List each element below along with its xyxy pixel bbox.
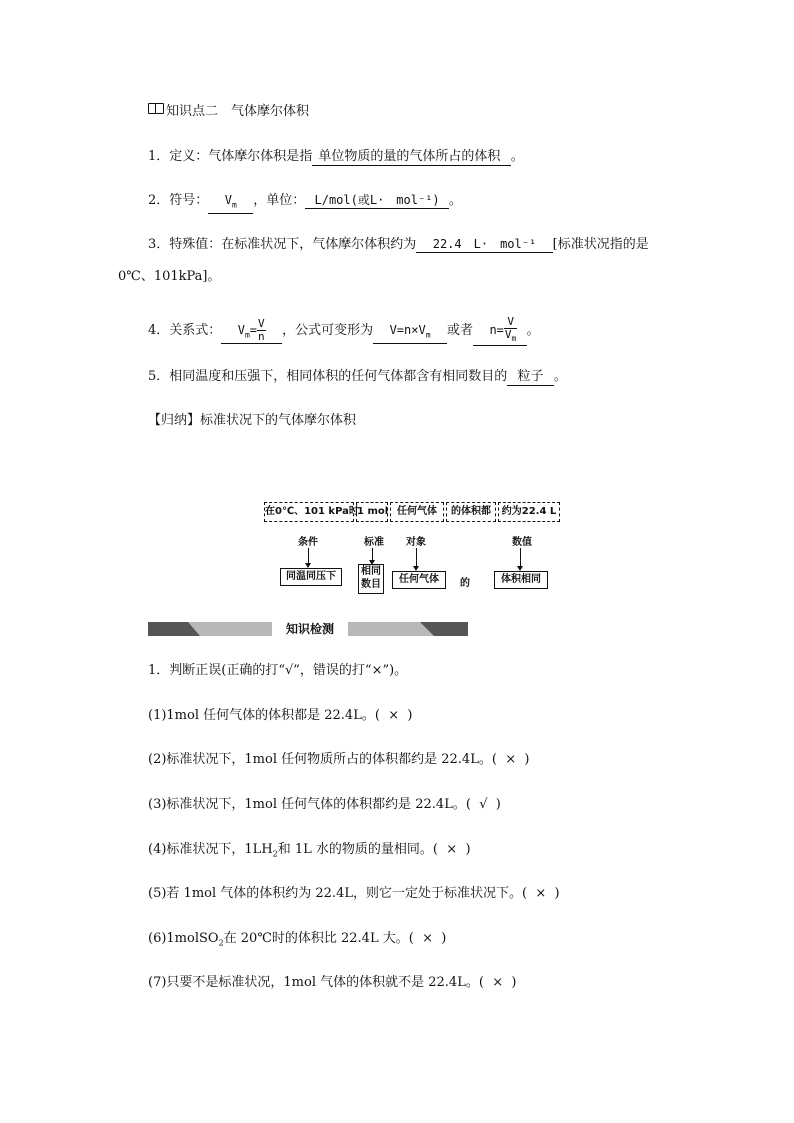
item-text: 或者 bbox=[446, 323, 473, 339]
answer-mark: × bbox=[422, 931, 433, 946]
item-text: 2．符号： bbox=[148, 193, 209, 208]
question-item: (2)标准状况下，1mol 任何物质所占的体积都约是 22.4L。( × ) bbox=[148, 752, 530, 767]
concept-diagram bbox=[264, 502, 560, 594]
diagram-box-volume: 的体积都 bbox=[446, 502, 496, 522]
answer-mark: × bbox=[388, 708, 400, 723]
answer-mark: × bbox=[446, 842, 458, 857]
diagram-label-object: 对象 bbox=[406, 537, 426, 548]
item-avogadro bbox=[148, 367, 567, 387]
item-special-value-cont: 0℃、101kPa]。 bbox=[118, 269, 221, 284]
diagram-label-value: 数值 bbox=[512, 537, 532, 548]
fraction: $\frac{V}{V_m}$ bbox=[504, 315, 517, 344]
arrow-down-icon bbox=[308, 548, 309, 564]
answer-blank: 粒子 bbox=[507, 369, 554, 386]
arrow-down-icon bbox=[416, 548, 417, 567]
arrow-down-icon bbox=[520, 548, 521, 567]
diagram-result-same-tp: 同温同压下 bbox=[280, 568, 342, 586]
item-definition bbox=[148, 147, 524, 167]
diagram-result-same-volume: 体积相同 bbox=[494, 571, 548, 589]
section-heading bbox=[148, 102, 309, 122]
question-item: (7)只要不是标准状况，1mol 气体的体积就不是 22.4L。( × ) bbox=[148, 975, 517, 990]
item-suffix: 。 bbox=[526, 323, 540, 339]
banner-decoration bbox=[178, 622, 272, 636]
banner-decoration bbox=[348, 622, 438, 636]
fraction: $\frac{V}{n}$ bbox=[258, 317, 265, 344]
diagram-box-condition: 在0℃、101 kPa时 bbox=[264, 502, 354, 522]
question-item: (6)1molSO$_2$在 20℃时的体积比 22.4L 大。( × ) bbox=[148, 931, 447, 948]
item-suffix: 。 bbox=[448, 193, 462, 208]
banner-title: 知识检测 bbox=[272, 621, 348, 637]
diagram-box-amount: 1 mol bbox=[356, 502, 388, 522]
question-item: (1)1mol 任何气体的体积都是 22.4L。( × ) bbox=[148, 708, 413, 723]
item-symbol bbox=[148, 191, 462, 214]
diagram-result-de: 的 bbox=[460, 578, 470, 589]
book-icon bbox=[148, 103, 164, 114]
item-text: 4．关系式： bbox=[148, 323, 222, 339]
knowledge-check-banner bbox=[148, 622, 468, 636]
answer-blank: n= $\frac{V}{V_m}$ bbox=[473, 316, 527, 346]
check-intro: 1．判断正误(正确的打“√”，错误的打“×”)。 bbox=[148, 663, 408, 678]
diagram-box-object: 任何气体 bbox=[390, 502, 444, 522]
question-item: (5)若 1mol 气体的体积约为 22.4L，则它一定处于标准状况下。( × ) bbox=[148, 886, 560, 901]
item-text: [标准状况指的是 bbox=[552, 237, 649, 252]
item-special-value bbox=[148, 235, 649, 255]
answer-blank: 22.4 L· mol⁻¹ bbox=[416, 236, 552, 253]
answer-blank: 单位物质的量的气体所占的体积 bbox=[312, 149, 510, 166]
answer-blank: $V_m=$ $\frac{V}{n}$ bbox=[221, 318, 282, 344]
question-item: (3)标准状况下，1mol 任何气体的体积都约是 22.4L。( √ ) bbox=[148, 797, 501, 812]
answer-blank: $V=n\times V_m$ bbox=[373, 322, 447, 344]
question-item: (4)标准状况下，$1LH_2$和 1L 水的物质的量相同。( × ) bbox=[148, 842, 471, 859]
answer-mark: √ bbox=[479, 797, 488, 812]
diagram-result-same-number: 相同数目 bbox=[358, 564, 384, 594]
diagram-result-any-gas: 任何气体 bbox=[392, 571, 446, 589]
item-text: 3．特殊值：在标准状况下，气体摩尔体积约为 bbox=[148, 237, 417, 252]
answer-mark: × bbox=[492, 975, 504, 990]
item-suffix: 。 bbox=[553, 369, 567, 384]
item-text: ，公式可变形为 bbox=[282, 323, 374, 339]
section-heading-text: 知识点二 气体摩尔体积 bbox=[166, 104, 310, 119]
diagram-label-standard: 标准 bbox=[364, 537, 384, 548]
answer-mark: × bbox=[535, 886, 547, 901]
item-text: ，单位： bbox=[253, 193, 306, 208]
summary-title: 【归纳】标准状况下的气体摩尔体积 bbox=[148, 413, 357, 428]
diagram-label-condition: 条件 bbox=[298, 537, 318, 548]
item-relation bbox=[148, 316, 540, 346]
diagram-box-value: 约为22.4 L bbox=[498, 502, 560, 522]
item-text: 1．定义：气体摩尔体积是指 bbox=[148, 149, 313, 164]
answer-blank: L/mol(或L· mol⁻¹) bbox=[305, 192, 449, 209]
item-suffix: 。 bbox=[510, 149, 524, 164]
arrow-down-icon bbox=[372, 548, 373, 561]
answer-mark: × bbox=[505, 752, 517, 767]
item-text: 5．相同温度和压强下，相同体积的任何气体都含有相同数目的 bbox=[148, 369, 508, 384]
answer-blank: $V_m$ bbox=[208, 192, 253, 214]
